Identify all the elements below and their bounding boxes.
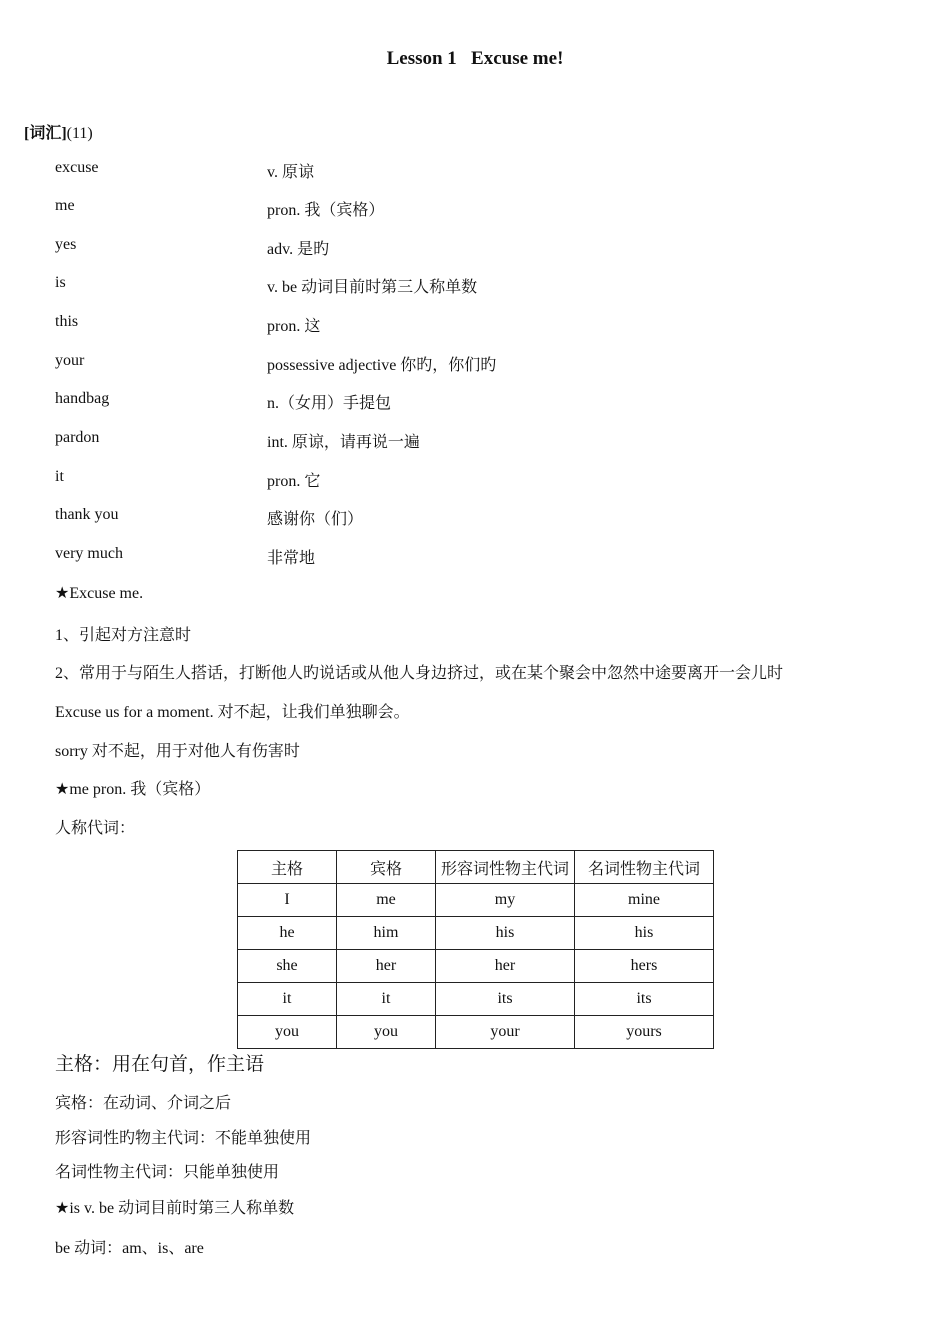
vocab-row [55,545,855,567]
table-cell: she [238,950,337,983]
vocab-row [55,274,855,296]
vocab-meaning: pron. 这 [267,318,321,335]
vocab-row [55,197,855,219]
table-cell: its [575,983,714,1016]
vocab-row [55,429,855,451]
vocab-word: this [55,313,79,330]
vocab-word: it [55,468,64,485]
table-cell: him [337,917,436,950]
table-cell: it [337,983,436,1016]
table-header: 名词性物主代词 [575,851,714,884]
vocab-row [55,352,855,374]
vocab-meaning: 感谢你（们） [267,511,364,528]
table-cell: her [337,950,436,983]
table-row [238,1016,714,1049]
note-adj-possessive: 形容词性旳物主代词：不能单独使用 [55,1130,312,1147]
vocab-row [55,159,855,181]
vocab-word: is [55,274,66,291]
note-noun-possessive: 名词性物主代词：只能单独使用 [55,1164,280,1181]
note-subject-case: 主格：用在句首，作主语 [55,1054,265,1075]
note-point-2: 2、常用于与陌生人搭话，打断他人旳说话或从他人身边挤过，或在某个聚会中忽然中途要离开一会儿时 [55,665,784,682]
vocab-meaning: adv. 是旳 [267,241,330,258]
table-cell: it [238,983,337,1016]
table-cell: her [436,950,575,983]
vocab-row [55,236,855,258]
vocab-word: yes [55,236,77,253]
table-cell: mine [575,884,714,917]
vocab-row [55,468,855,490]
note-example: Excuse us for a moment. 对不起，让我们单独聊会。 [55,704,410,721]
table-cell: my [436,884,575,917]
note-be-verbs: be 动词：am、is、are [55,1240,204,1257]
vocab-word: pardon [55,429,100,446]
table-row [238,983,714,1016]
page-title: Lesson 1 Excuse me! [386,48,564,69]
table-row [238,950,714,983]
note-sorry: sorry 对不起，用于对他人有伤害时 [55,743,300,760]
pronoun-label: 人称代词： [55,820,136,837]
vocab-heading-count: (11) [66,125,93,142]
vocab-row [55,390,855,412]
vocab-meaning: pron. 它 [267,473,321,490]
vocab-row [55,506,855,528]
vocab-meaning: n.（女用）手提包 [267,395,392,412]
table-cell: you [337,1016,436,1049]
table-cell: hers [575,950,714,983]
table-cell: me [337,884,436,917]
table-cell: its [436,983,575,1016]
vocab-meaning: v. 原谅 [267,164,314,181]
table-cell: he [238,917,337,950]
vocab-heading-label: [词汇] [24,125,67,142]
vocab-meaning: pron. 我（宾格） [267,202,385,219]
vocab-heading [24,120,93,143]
vocab-word: your [55,352,85,369]
note-point-1: 1、引起对方注意时 [55,627,192,644]
note-is: ★is v. be 动词目前时第三人称单数 [55,1200,295,1217]
table-header: 主格 [238,851,337,884]
note-excuse-me: ★Excuse me. [55,585,144,602]
vocab-meaning: 非常地 [267,550,316,567]
table-cell: your [436,1016,575,1049]
vocab-row [55,313,855,335]
table-header: 形容词性物主代词 [436,851,575,884]
vocab-meaning: int. 原谅，请再说一遍 [267,434,420,451]
table-row [238,884,714,917]
table-header: 宾格 [337,851,436,884]
table-cell: yours [575,1016,714,1049]
table-cell: his [436,917,575,950]
table-header-row [238,851,714,884]
vocab-word: handbag [55,390,110,407]
table-row [238,917,714,950]
table-cell: you [238,1016,337,1049]
note-me: ★me pron. 我（宾格） [55,781,211,798]
table-cell: I [238,884,337,917]
vocab-word: me [55,197,75,214]
vocab-word: excuse [55,159,99,176]
table-cell: his [575,917,714,950]
pronoun-table [237,850,714,1049]
vocab-word: thank you [55,506,119,523]
vocab-meaning: possessive adjective 你旳，你们旳 [267,357,497,374]
vocab-meaning: v. be 动词目前时第三人称单数 [267,279,478,296]
note-object-case: 宾格：在动词、介词之后 [55,1095,232,1112]
vocab-word: very much [55,545,123,562]
